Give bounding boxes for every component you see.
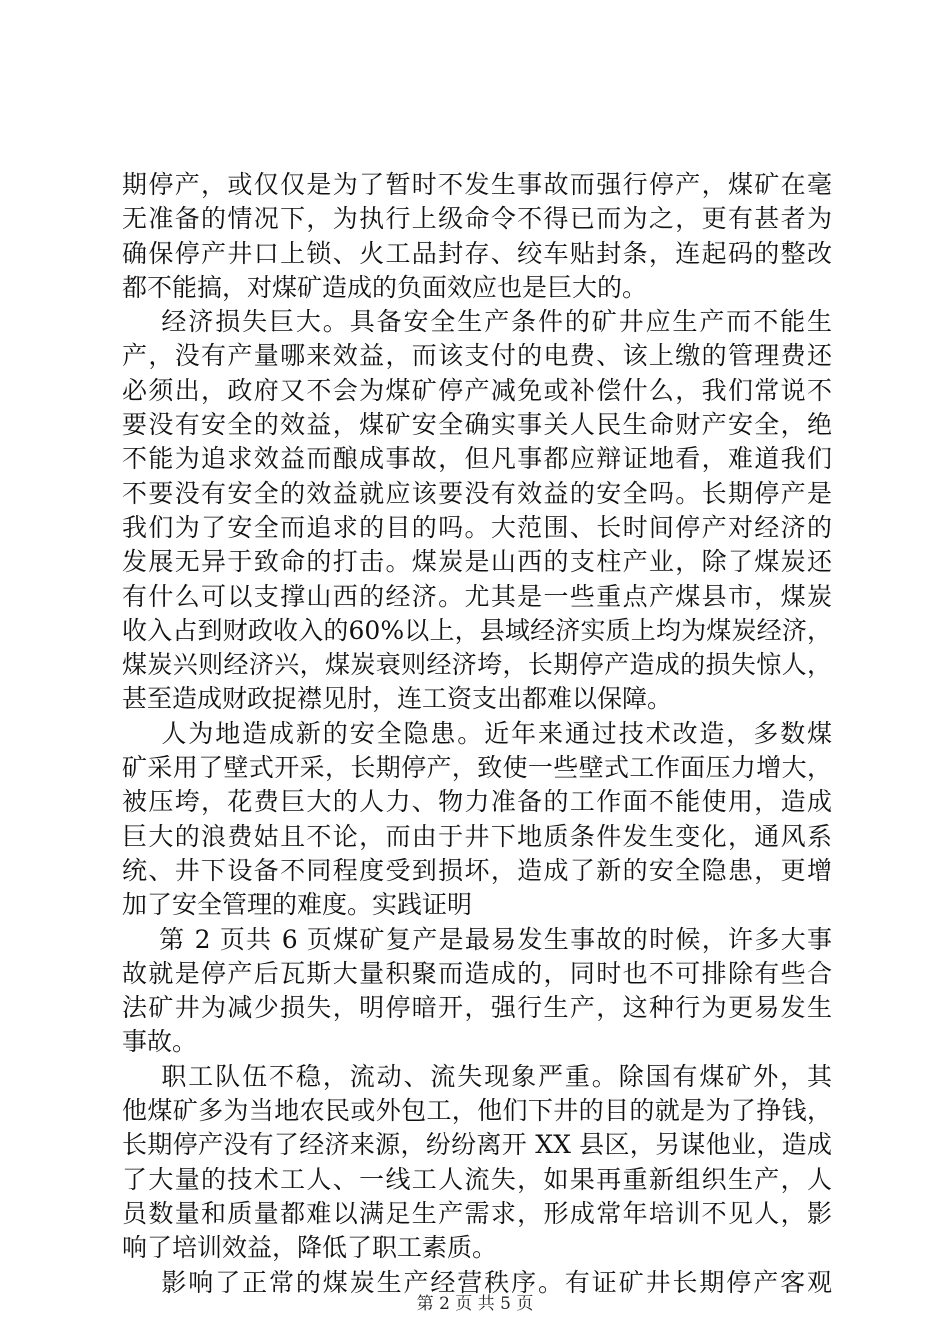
text-line: 他煤矿多为当地农民或外包工，他们下井的目的就是为了挣钱， [122, 1096, 832, 1126]
text-line: 发展无异于致命的打击。煤炭是山西的支柱产业，除了煤炭还 [122, 547, 832, 577]
text-line: 经济损失巨大。具备安全生产条件的矿井应生产而不能生 [122, 307, 832, 337]
page-footer: 第 2 页 共 5 页 [416, 1294, 534, 1314]
text-line: 甚至造成财政捉襟见肘，连工资支出都难以保障。 [122, 684, 673, 714]
text-line: 必须出，政府又不会为煤矿停产减免或补偿什么，我们常说不 [122, 375, 832, 405]
text-line: 我们为了安全而追求的目的吗。大范围、长时间停产对经济的 [122, 512, 832, 542]
text-line: 了大量的技术工人、一线工人流失，如果再重新组织生产，人 [122, 1164, 832, 1194]
text-line: 矿采用了壁式开采，长期停产，致使一些壁式工作面压力增大， [122, 753, 832, 783]
text-line: 事故。 [122, 1027, 198, 1057]
text-line: 影响了正常的煤炭生产经营秩序。有证矿井长期停产客观 [122, 1267, 832, 1297]
text-line: 巨大的浪费姑且不论，而由于井下地质条件发生变化，通风系 [122, 821, 832, 851]
text-line: 无准备的情况下，为执行上级命令不得已而为之，更有甚者为 [122, 204, 832, 234]
text-line: 收入占到财政收入的60%以上，县域经济实质上均为煤炭经济， [122, 615, 832, 645]
text-line: 不要没有安全的效益就应该要没有效益的安全吗。长期停产是 [122, 478, 832, 508]
text-line: 产，没有产量哪来效益，而该支付的电费、该上缴的管理费还 [122, 341, 832, 371]
text-line: 法矿井为减少损失，明停暗开，强行生产，这种行为更易发生 [122, 993, 832, 1023]
document-body [122, 168, 832, 1300]
text-line: 有什么可以支撑山西的经济。尤其是一些重点产煤县市，煤炭 [122, 581, 832, 611]
text-line: 不能为追求效益而酿成事故，但凡事都应辩证地看，难道我们 [122, 444, 832, 474]
text-line: 要没有安全的效益，煤矿安全确实事关人民生命财产安全，绝 [122, 410, 832, 440]
text-line: 职工队伍不稳，流动、流失现象严重。除国有煤矿外，其 [122, 1061, 832, 1091]
text-line: 被压垮，花费巨大的人力、物力准备的工作面不能使用，造成 [122, 787, 832, 817]
text-line: 人为地造成新的安全隐患。近年来通过技术改造，多数煤 [122, 718, 832, 748]
text-line: 第 2 页共 6 页煤矿复产是最易发生事故的时候，许多大事 [122, 924, 832, 954]
text-line: 统、井下设备不同程度受到损坏，造成了新的安全隐患，更增 [122, 855, 832, 885]
text-line: 期停产，或仅仅是为了暂时不发生事故而强行停产，煤矿在毫 [122, 170, 832, 199]
text-line: 煤炭兴则经济兴，煤炭衰则经济垮，长期停产造成的损失惊人， [122, 650, 832, 680]
text-line: 响了培训效益，降低了职工素质。 [122, 1233, 498, 1263]
text-line: 员数量和质量都难以满足生产需求，形成常年培训不见人，影 [122, 1198, 832, 1228]
text-line: 加了安全管理的难度。实践证明 [122, 890, 473, 920]
text-line: 长期停产没有了经济来源，纷纷离开 XX 县区，另谋他业，造成 [122, 1130, 832, 1160]
text-line: 确保停产井口上锁、火工品封存、绞车贴封条，连起码的整改 [122, 238, 832, 268]
text-line: 故就是停产后瓦斯大量积聚而造成的，同时也不可排除有些合 [122, 958, 832, 988]
text-line: 都不能搞，对煤矿造成的负面效应也是巨大的。 [122, 272, 648, 302]
